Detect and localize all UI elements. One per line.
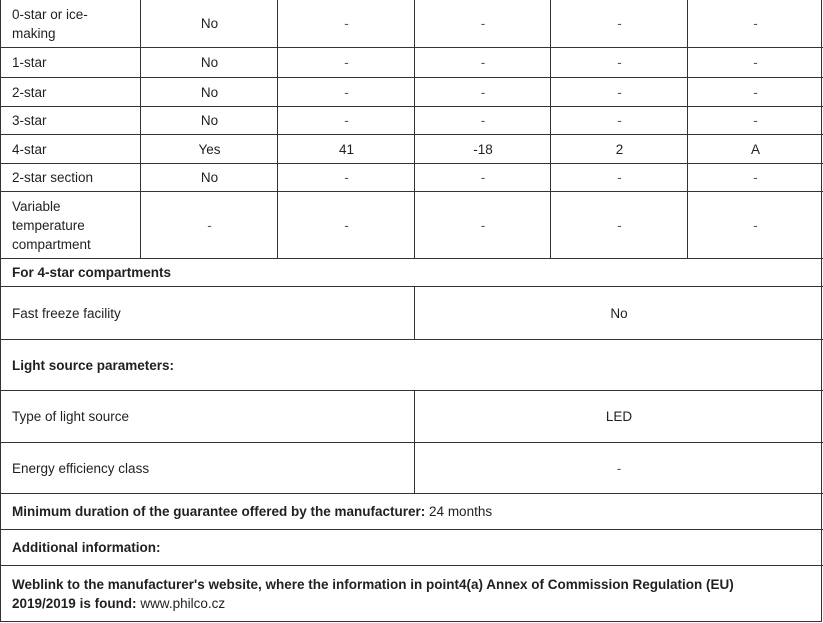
table-cell: -: [414, 107, 551, 134]
table-row: [1, 192, 823, 259]
row-label-line: Variable: [12, 198, 61, 214]
table-cell: -: [277, 107, 415, 134]
table-cell: -: [277, 164, 415, 191]
row-label: 3-star: [12, 113, 47, 128]
row-label: [1, 192, 141, 258]
table-cell: -: [277, 0, 415, 47]
table-cell: Yes: [140, 135, 278, 163]
table-row: [1, 287, 823, 340]
row-label-line: 0-star or ice-: [12, 6, 88, 22]
table-cell: No: [140, 48, 278, 77]
table-row: [1, 566, 823, 622]
table-cell: -: [414, 443, 823, 493]
weblink-cell: [1, 566, 823, 622]
section-heading: For 4-star compartments: [12, 265, 172, 280]
table-cell: No: [140, 78, 278, 106]
section-heading: Additional information:: [12, 540, 161, 555]
row-label: 1-star: [12, 55, 47, 70]
section-heading-row: [1, 259, 823, 287]
row-label: Type of light source: [12, 409, 130, 424]
guarantee-value: 24 months: [425, 504, 493, 519]
table-row: [1, 48, 823, 78]
table-cell: -: [550, 192, 688, 258]
table-cell: -: [414, 78, 551, 106]
row-label-line: temperature: [12, 217, 85, 233]
table-cell: -: [414, 48, 551, 77]
table-cell: 2: [550, 135, 688, 163]
table-row: [1, 494, 823, 530]
table-cell: -: [687, 192, 823, 258]
guarantee-label: Minimum duration of the guarantee offered by the manufacturer:: [12, 504, 426, 519]
table-cell: -: [414, 0, 551, 47]
section-heading: Light source parameters:: [12, 357, 175, 373]
row-label: 4-star: [12, 141, 47, 157]
weblink-label: 2019/2019 is found:: [12, 596, 137, 611]
table-cell: -: [550, 78, 688, 106]
table-cell: -18: [414, 135, 551, 163]
row-label-line: compartment: [12, 236, 91, 252]
row-label-line: making: [12, 25, 56, 41]
table-cell: -: [277, 48, 415, 77]
table-row: [1, 164, 823, 192]
row-label: 2-star section: [12, 170, 94, 185]
table-cell: -: [550, 107, 688, 134]
table-row: [1, 78, 823, 107]
table-cell: -: [277, 78, 415, 106]
table-cell: -: [687, 164, 823, 191]
table-cell: A: [687, 135, 823, 163]
table-cell: -: [414, 164, 551, 191]
table-row: [1, 107, 823, 135]
table-cell: No: [140, 107, 278, 134]
weblink-url[interactable]: www.philco.cz: [136, 596, 226, 611]
table-row: [1, 135, 823, 164]
row-label: Energy efficiency class: [12, 460, 150, 476]
table-cell: No: [414, 287, 823, 339]
row-label: 2-star: [12, 84, 47, 100]
table-cell: -: [687, 48, 823, 77]
row-label: [1, 0, 141, 47]
table-row: [1, 0, 823, 48]
table-cell: -: [550, 0, 688, 47]
table-cell: No: [140, 164, 278, 191]
table-cell: -: [140, 192, 278, 258]
section-heading-row: [1, 340, 823, 391]
table-cell: -: [687, 107, 823, 134]
guarantee-cell: [1, 494, 823, 529]
table-cell: -: [687, 0, 823, 47]
table-row: [1, 443, 823, 494]
table-cell: -: [687, 78, 823, 106]
weblink-label: Weblink to the manufacturer's website, where the information in point4(a) Annex of Commission Regulation (EU): [12, 577, 734, 592]
table-cell: -: [550, 48, 688, 77]
table-cell: -: [550, 164, 688, 191]
table-cell: -: [414, 192, 551, 258]
table-cell: LED: [414, 391, 823, 442]
table-cell: -: [277, 192, 415, 258]
row-label: Fast freeze facility: [12, 305, 121, 321]
table-cell: 41: [277, 135, 415, 163]
table-cell: No: [140, 0, 278, 47]
table-row: [1, 391, 823, 443]
section-heading-row: [1, 530, 823, 566]
